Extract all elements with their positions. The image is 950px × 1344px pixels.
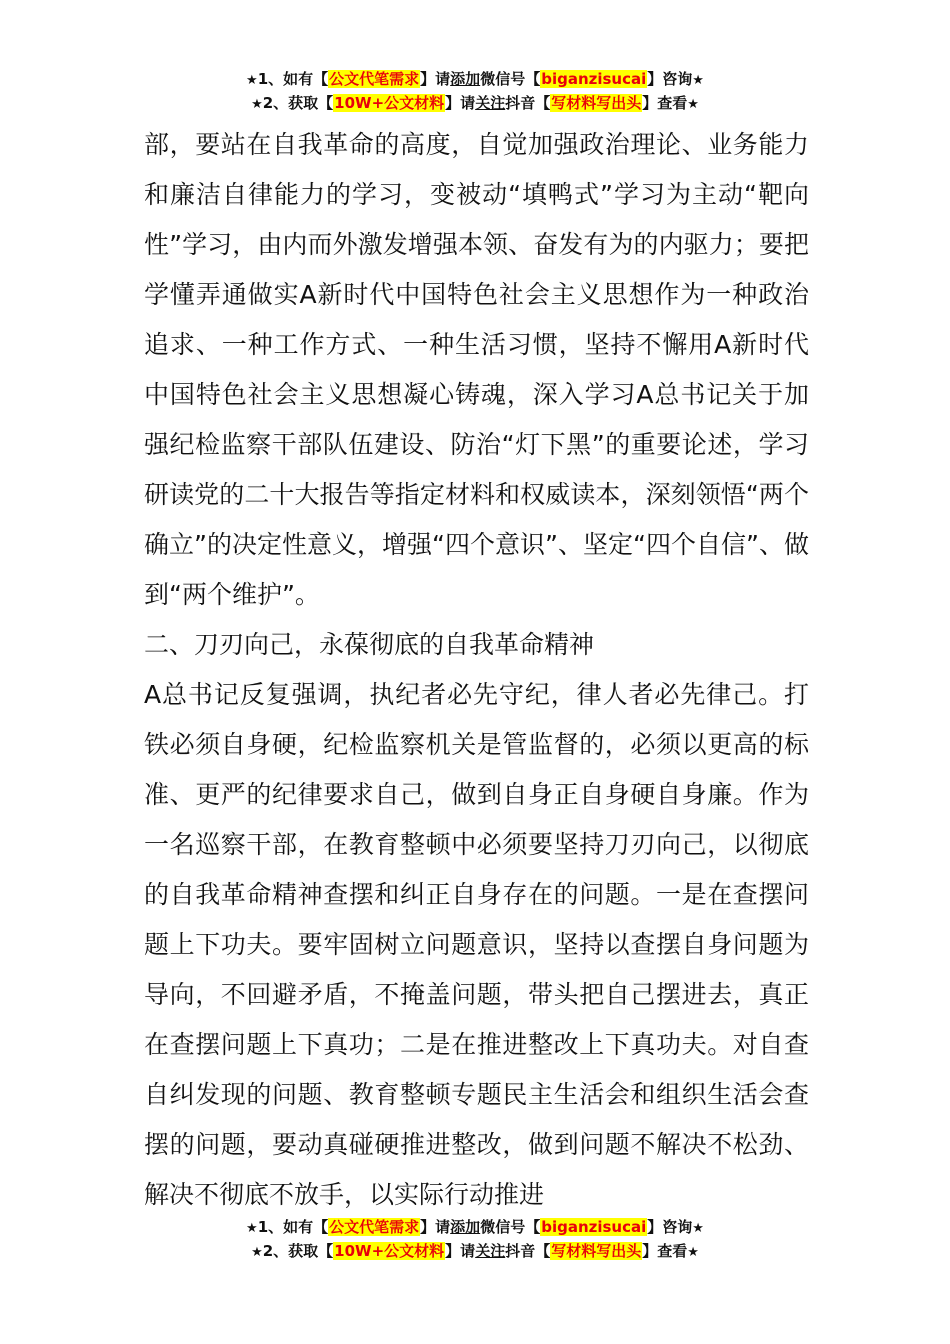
banner-highlight-douyin: 写材料写出头 — [551, 94, 642, 112]
banner-text: 】请 — [420, 70, 451, 88]
banner-highlight: 公文代笔需求 — [329, 1218, 420, 1236]
star-icon: ★ — [246, 73, 258, 88]
star-icon: ★ — [692, 73, 704, 88]
banner-text: 2、获取【 — [262, 94, 334, 112]
banner-underlined-text: 关注 — [475, 94, 506, 112]
body-paragraph: 部，要站在自我革命的高度，自觉加强政治理论、业务能力和廉洁自律能力的学习，变被动“填鸭式”学习为主动“靶向性”学习，由内而外激发增强本领、奋发有为的内驱力；要把学懂弄通做实A新时代中国特色社会主义思想作为一种政治追求、一种工作方式、一种生活习惯，坚持不懈用A新时代中国特色社会主义思想凝心铸魂，深入学习A总书记关于加强纪检监察干部队伍建设、防治“灯下黑”的重要论述，学习研读党的二十大报告等指定材料和权威读本，深刻领悟“两个确立”的决定性意义，增强“四个意识”、坚定“四个自信”、做到“两个维护”。 — [144, 130, 809, 609]
banner-text: 1、如有【 — [257, 1218, 329, 1236]
star-icon: ★ — [692, 1221, 704, 1236]
star-icon: ★ — [251, 1245, 263, 1260]
banner-text: 】请 — [445, 1242, 476, 1260]
banner-text: 微信号【 — [480, 1218, 541, 1236]
banner-text: 抖音【 — [505, 94, 551, 112]
header-banner-line-2 — [0, 92, 950, 116]
banner-text: 】请 — [445, 94, 476, 112]
banner-text: 2、获取【 — [262, 1242, 334, 1260]
banner-text: 1、如有【 — [257, 70, 329, 88]
banner-highlight: 10W+公文材料 — [334, 1242, 445, 1260]
banner-highlight-douyin: 写材料写出头 — [551, 1242, 642, 1260]
header-banner — [0, 68, 950, 116]
section-heading: 二、刀刃向己，永葆彻底的自我革命精神 — [144, 630, 595, 659]
footer-banner-line-2 — [0, 1240, 950, 1264]
star-icon: ★ — [246, 1221, 258, 1236]
banner-underlined-text: 关注 — [475, 1242, 506, 1260]
banner-text: 微信号【 — [480, 70, 541, 88]
star-icon: ★ — [687, 97, 699, 112]
banner-text: 抖音【 — [505, 1242, 551, 1260]
header-banner-line-1 — [0, 68, 950, 92]
banner-text: 】咨询 — [647, 70, 693, 88]
document-body — [144, 120, 809, 1220]
star-icon: ★ — [687, 1245, 699, 1260]
banner-underlined-text: 添加 — [450, 1218, 481, 1236]
star-icon: ★ — [251, 97, 263, 112]
body-paragraph: A总书记反复强调，执纪者必先守纪，律人者必先律己。打铁必须自身硬，纪检监察机关是管监督的，必须以更高的标准、更严的纪律要求自己，做到自身正自身硬自身廉。作为一名巡察干部，在教育整顿中必须要坚持刀刃向己，以彻底的自我革命精神查摆和纠正自身存在的问题。一是在查摆问题上下功夫。要牢固树立问题意识，坚持以查摆自身问题为导向，不回避矛盾，不掩盖问题，带头把自己摆进去，真正在查摆问题上下真功；二是在推进整改上下真功夫。对自查自纠发现的问题、教育整顿专题民主生活会和组织生活会查摆的问题，要动真碰硬推进整改，做到问题不解决不松劲、解决不彻底不放手，以实际行动推进 — [144, 680, 809, 1209]
banner-highlight: 公文代笔需求 — [329, 70, 420, 88]
footer-banner-line-1 — [0, 1216, 950, 1240]
banner-highlight: 10W+公文材料 — [334, 94, 445, 112]
banner-highlight-wechat-id: biganzisucai — [541, 70, 647, 88]
banner-text: 】咨询 — [647, 1218, 693, 1236]
banner-underlined-text: 添加 — [450, 70, 481, 88]
banner-text: 】请 — [420, 1218, 451, 1236]
banner-highlight-wechat-id: biganzisucai — [541, 1218, 647, 1236]
banner-text: 】查看 — [642, 1242, 688, 1260]
footer-banner — [0, 1216, 950, 1264]
banner-text: 】查看 — [642, 94, 688, 112]
